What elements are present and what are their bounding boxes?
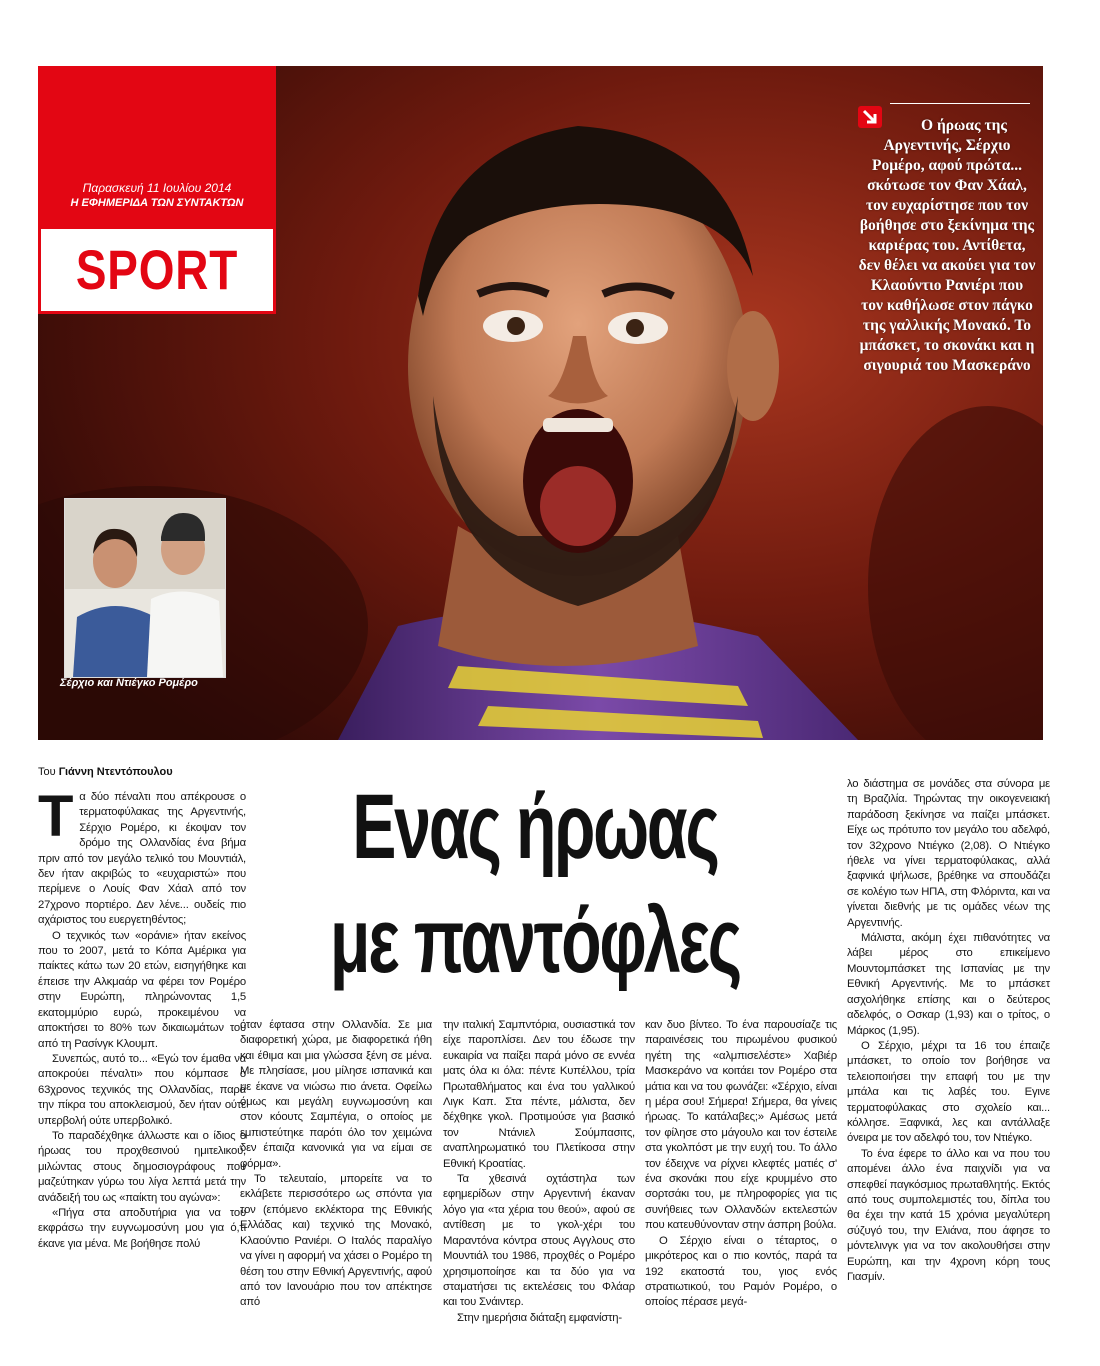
dropcap: Τ (38, 784, 74, 849)
newspaper-name: Η ΕΦΗΜΕΡΙΔΑ ΤΩΝ ΣΥΝΤΑΚΤΩΝ (70, 197, 244, 209)
paragraph: καν δυο βίντεο. Το ένα παρουσίαζε τις παραινέσεις του πιρωμένου φυσικού ηγέτη της «αλμπισελέστε» Χαβιέρ Μασκεράνο να κοιτάει τον Ρομέρο στα μάτια και να του φωνάζει: «Σέρχιο, είναι η μέρα σου! Σήμερα! Σήμερα, θα γίνεις ήρωας. Το κατάλαβες;» Αμέσως μετά τον φίλησε στο μάγουλο και τον έστειλε στα γκολπόστ με την ευχή του. Το άλλο τον έδειχνε να ρίχνει κλεφτές ματιές σ' ένα σκονάκι που είχε κρυμμένο στο σορτσάκι του, με πληροφορίες για τις συνήθειες των Ολλανδών εκτελεστών που κατευθύνονταν στην άσπρη βούλα. (645, 1019, 837, 1232)
caption-text: Ο ήρωας της Αργεντινής, Σέρχιο Ρομέρο, αφού πρώτα... σκότωσε τον Φαν Χάαλ, τον ευχαρίστησε που τον βοήθησε στο ξεκίνημα της καριέρας του. Αντίθετα, δεν θέλει να ακούει για τον Κλαούντιο Ρανιέρι που τον καθήλωσε στον πάγκο της γαλλικής Μονακό. Το μπάσκετ, το σκονάκι και η σιγουριά του Μασκεράνο (858, 117, 1036, 374)
byline (38, 765, 173, 779)
paragraph (38, 784, 246, 929)
headline (330, 770, 740, 998)
article-column-1 (38, 784, 246, 1252)
paragraph: Το παραδέχθηκε άλλωστε και ο ίδιος ο ήρωας του προχθεσινού ημιτελικού, μιλώντας στους δημοσιογράφους που μαζεύτηκαν γύρω του λίγα λεπτά μετά την ανάδειξή του ως «παίκτη του αγώνα»: (38, 1129, 246, 1204)
paragraph: «Πήγα στα αποδυτήρια για να του εκφράσω την ευγνωμοσύνη μου για ό,τι έκανε για μένα. Με βοήθησε πολύ (38, 1206, 246, 1250)
section-label: SPORT (75, 238, 239, 301)
headline-line-1: Ενας ήρωας (352, 776, 718, 878)
headline-line-2: με παντόφλες (329, 890, 741, 992)
inset-caption: Σέρχιο και Ντιέγκο Ρομέρο (60, 677, 198, 689)
paragraph: την ιταλική Σαμπντόρια, ουσιαστικά τον είχε παροπλίσει. Δεν του έδωσε την ευκαιρία να παίξει παρά μόνο σε εννέα ματς όλα κι όλα: πέντε Κυπέλλου, τρία Πρωταθλήματος και ένα του γαλλικού Λιγκ Καπ. Στα πέντε, μάλιστα, δεν δέχθηκε γκολ. Προτιμούσε για βασικό τον Ντάνιελ Σούμπασιτς, αναπληρωματικό του Πλετίκοσα στην Εθνική Κροατίας. (443, 1019, 635, 1170)
paragraph: λο διάστημα σε μονάδες στα σύνορα με τη Βραζιλία. Τηρώντας την οικογενειακή παράδοση ξεκίνησε να παίζει μπάσκετ. Είχε ως πρότυπο τον μεγάλο του αδελφό, τον 32χρονο Ντιέγκο (2,08). Ο Ντιέγκο ήθελε να γίνει τερματοφύλακας, αλλά ξαφνικά ψήλωσε, βρέθηκε να σπουδάζει σε κολέγιο των ΗΠΑ, στη Φλόριντα, και να γίνεται διεθνής με τις ομάδες νέων της Αργεντινής. (847, 778, 1050, 929)
article-column-3 (443, 1018, 635, 1326)
brothers-photo (65, 499, 225, 677)
article-column-5 (847, 777, 1050, 1285)
inset-photo (64, 498, 226, 678)
byline-author: Γιάννη Ντεντόπουλου (58, 766, 173, 778)
paragraph: Ο Σέρχιο, μέχρι τα 16 του έπαιζε μπάσκετ, το οποίο τον βοήθησε να τελειοποιήσει την επαφή του με την μπάλα και τις λαβές του. Εγινε τερματοφύλακας στο σχολείο και... κόλλησε. Ξαφνικά, λες και αντάλλαξε όνειρα με τον αδελφό του, τον Ντιέγκο. (847, 1039, 1050, 1145)
hero-photo (38, 66, 1043, 740)
paragraph: όταν έφτασα στην Ολλανδία. Σε μια διαφορετική χώρα, με διαφορετικά ήθη και έθιμα και μια γλώσσα ξένη σε μένα. Με πλησίασε, μου μίλησε ισπανικά και με έκανε να νιώσω πιο άνετα. Οφείλω όμως και μεγάλη ευγνωμοσύνη και στον κόουτς Σαμπέγια, ο οποίος με εμπιστεύτηκε παρότι όλο τον χειμώνα δεν έπαιζα κανονικά για να είμαι σε φόρμα». (240, 1019, 432, 1170)
article-column-2 (240, 1018, 432, 1311)
issue-date: Παρασκευή 11 Ιουλίου 2014 (82, 181, 232, 195)
byline-prefix: Του (38, 766, 56, 778)
paragraph: Το ένα έφερε το άλλο και να που του απομένει άλλο ένα παιχνίδι για να σπεφθεί παγκόσμιος πρωταθλητής. Εκτός από τους συμπολεμιστές του, δίπλα του θα έχει την κατά 15 χρόνια μεγαλύτερη σύζυγό του, την Ελιάνα, που άφησε το μόντελινγκ για να τον ακολουθήσει στην Ευρώπη, και την 4χρονη κόρη τους Γιασμίν. (847, 1147, 1050, 1283)
paragraph: Το τελευταίο, μπορείτε να το εκλάβετε περισσότερο ως σπόντα για τον (επόμενο εκλέκτορα της Εθνικής Ελλάδας και) τεχνικό της Μονακό, Κλαούντιο Ρανιέρι. Ο Ιταλός παραλίγο να γίνει η αφορμή να χάσει ο Ρομέρο τη θέση του στην Εθνική Αργεντινής, αφού από τον Ιανουάριο που τον απέκτησε από (240, 1173, 432, 1309)
section-label-box (41, 229, 273, 311)
paragraph: Τα χθεσινά οχτάστηλα των εφημερίδων στην Αργεντινή έκαναν λόγο για «τα χέρια του θεού», αφού σε αντίθεση με το γκολ-χέρι του Μαραντόνα κόντρα στους Αγγλους στο Μουντιάλ του 1986, προχθές ο Ρομέρο χρησιμοποίησε και τα δύο για να σταματήσει τις εκτελέσεις του Φλάαρ και του Σνάιντερ. (443, 1173, 635, 1309)
paragraph: Ο Σέρχιο είναι ο τέταρτος, ο μικρότερος και ο πιο κοντός, παρά τα 192 εκατοστά του, γιος ενός στρατιωτικού, του Ραμόν Ρομέρο, ο οποίος πέρασε μεγά- (645, 1234, 837, 1309)
paragraph: Μάλιστα, ακόμη έχει πιθανότητες να λάβει μέρος στο επικείμενο Μουντομπάσκετ της Ισπανίας με την Εθνική Αργεντινής. Με το μπάσκετ ασχολήθηκε επίσης και ο δεύτερος αδελφός, ο Οσκαρ (1,93) και ο τρίτος, ο Μάρκος (1,95). (847, 932, 1050, 1037)
article-column-4 (645, 1018, 837, 1311)
paragraph: Στην ημερήσια διάταξη εμφανίστη- (457, 1311, 622, 1324)
section-masthead (38, 66, 276, 314)
caption-rule (890, 103, 1030, 104)
paragraph: Συνεπώς, αυτό το... «Εγώ τον έμαθα να αποκρούει πέναλτι» που κόμπασε ο 63χρονος τεχνικός της Ολλανδίας, παρά την πίκρα του αποκλεισμού, δεν ήταν ούτε υπερβολή ούτε υπερβολικό. (38, 1052, 246, 1127)
paragraph-text: α δύο πέναλτι που απέκρουσε ο τερματοφύλακας της Αργεντινής, Σέρχιο Ρομέρο, κι έκοψαν τον δρόμο της Ολλανδίας ένα βήμα πριν από τον μεγάλο τελικό του Μουντιάλ, δεν ήταν ακριβώς το «ευχαριστώ» που περίμενε ο Λουίς Φαν Χάαλ από τον 27χρονο πορτιέρο. Δεν λένε... ουδείς πιο αχάριστος του ευεργετηθέντος; (38, 791, 246, 927)
paragraph: Ο τεχνικός των «οράνιε» ήταν εκείνος που το 2007, μετά το Κόπα Αμέρικα για παίκτες κάτω των 20 ετών, εισηγήθηκε και έπεισε την Αλκμαάρ να φέρει τον Ρομέρο στην Ευρώπη, πληρώνοντας 1,5 εκατομμύριο ευρώ, προκειμένου να αποκτήσει το 80% των δικαιωμάτων του από τη Ρασίνγκ Κλουμπ. (38, 929, 246, 1050)
